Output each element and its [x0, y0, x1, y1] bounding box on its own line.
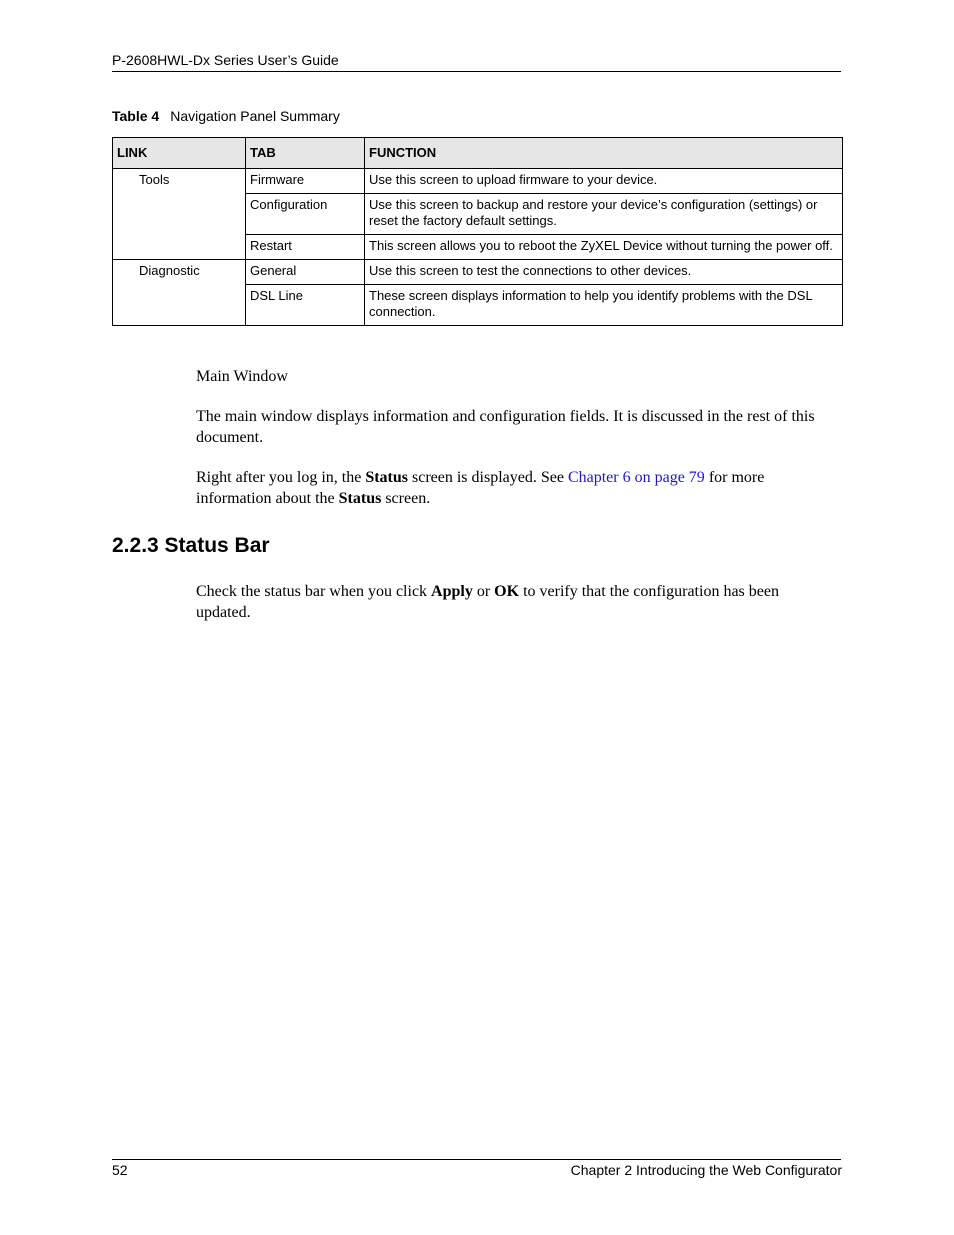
- chapter-title: Chapter 2 Introducing the Web Configurator: [570, 1162, 842, 1178]
- section-heading: 2.2.3 Status Bar: [112, 534, 270, 557]
- function-cell: Use this screen to upload firmware to your device.: [365, 169, 843, 194]
- footer-divider: [112, 1159, 841, 1160]
- tab-cell: General: [246, 260, 365, 285]
- main-window-heading: Main Window: [196, 368, 288, 385]
- chapter-6-link[interactable]: Chapter 6 on page 79: [567, 469, 705, 486]
- tab-cell: Firmware: [246, 169, 365, 194]
- table-row: [113, 169, 843, 194]
- table-row: [113, 260, 843, 285]
- status-screen-paragraph: Right after you log in, the Status screen is displayed. See Chapter 6 on page 79 for more information about the Status screen.: [196, 469, 765, 507]
- link-cell: Tools: [113, 169, 246, 260]
- running-header: P-2608HWL-Dx Series User’s Guide: [112, 52, 339, 68]
- tab-cell: Restart: [246, 235, 365, 260]
- status-bar-paragraph: Check the status bar when you click Apply or OK to verify that the configuration has been updated.: [196, 583, 779, 621]
- tab-cell: DSL Line: [246, 285, 365, 326]
- header-divider: [112, 71, 841, 72]
- link-cell: Diagnostic: [113, 260, 246, 326]
- navigation-panel-summary-table: [112, 137, 843, 326]
- main-window-paragraph: The main window displays information and configuration fields. It is discussed in the rest of this document.: [196, 408, 815, 446]
- table-header-row: [113, 138, 843, 169]
- function-cell: These screen displays information to help you identify problems with the DSL connection.: [365, 285, 843, 326]
- function-cell: Use this screen to test the connections to other devices.: [365, 260, 843, 285]
- column-header-tab: TAB: [246, 138, 365, 169]
- table-caption-label: Table 4: [112, 108, 160, 124]
- function-cell: Use this screen to backup and restore your device’s configuration (settings) or reset the factory default settings.: [365, 194, 843, 235]
- table-caption-title: Navigation Panel Summary: [170, 108, 340, 124]
- tab-cell: Configuration: [246, 194, 365, 235]
- column-header-function: FUNCTION: [365, 138, 843, 169]
- table-caption: [112, 108, 340, 125]
- page-number: 52: [112, 1162, 128, 1178]
- function-cell: This screen allows you to reboot the ZyXEL Device without turning the power off.: [365, 235, 843, 260]
- column-header-link: LINK: [113, 138, 246, 169]
